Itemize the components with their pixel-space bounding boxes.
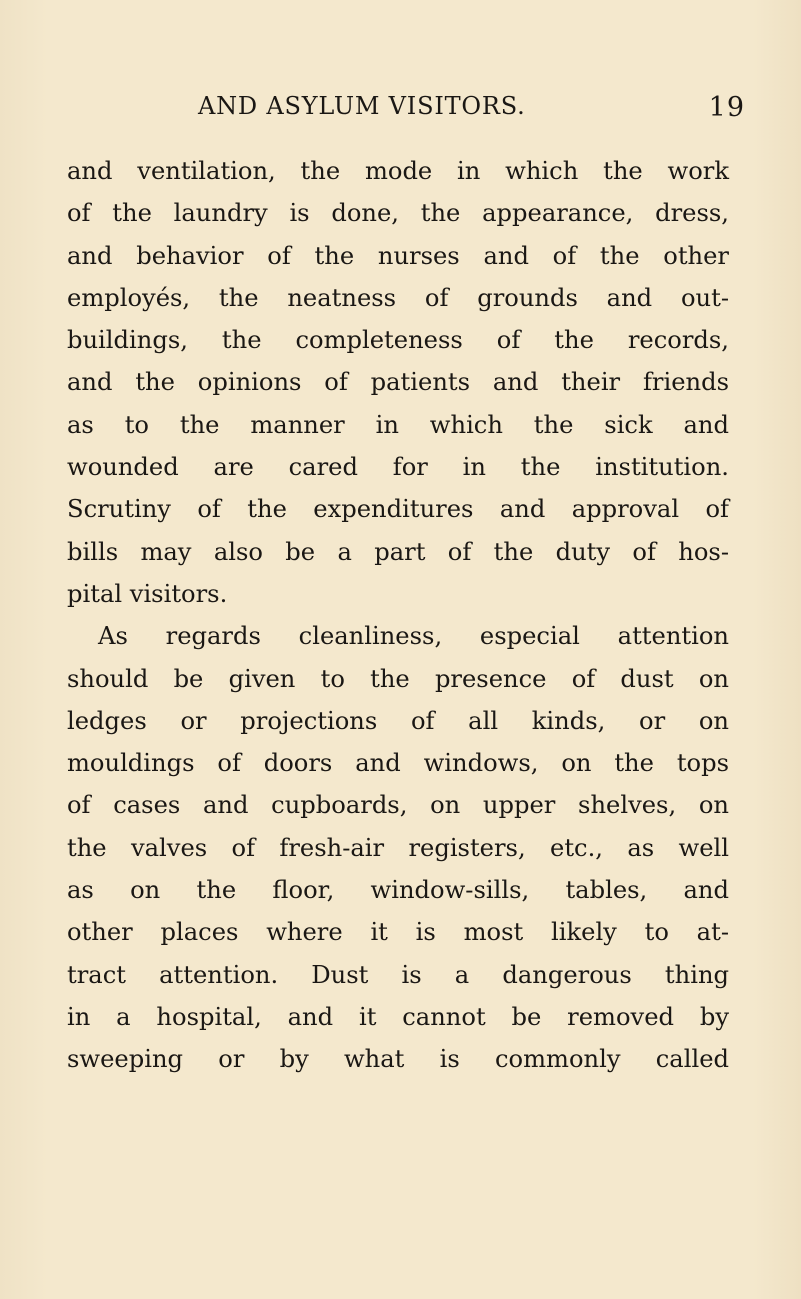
text-line: other places where it is most likely to at- xyxy=(67,918,729,947)
text-line: and behavior of the nurses and of the other xyxy=(67,241,729,270)
text-line: of cases and cupboards, on upper shelves, on xyxy=(67,791,729,820)
text-line: As regards cleanliness, especial attention xyxy=(98,622,729,651)
text-line: and ventilation, the mode in which the work xyxy=(67,157,729,185)
page-number: 19 xyxy=(708,92,745,123)
text-line: and the opinions of patients and their friends xyxy=(67,368,729,397)
text-line: mouldings of doors and windows, on the tops xyxy=(67,749,729,778)
text-line: as on the floor, window-sills, tables, and xyxy=(67,876,729,905)
text-line: as to the manner in which the sick and xyxy=(67,410,729,439)
body-text xyxy=(67,150,729,1081)
running-title: AND ASYLUM VISITORS. xyxy=(198,92,526,120)
text-line: ledges or projections of all kinds, or on xyxy=(67,706,729,735)
text-line: wounded are cared for in the institution. xyxy=(67,453,729,482)
running-head xyxy=(198,92,745,132)
text-line: tract attention. Dust is a dangerous thing xyxy=(67,960,729,989)
text-line: pital visitors. xyxy=(67,579,228,608)
text-line: buildings, the completeness of the records, xyxy=(67,326,729,355)
text-line: the valves of fresh-air registers, etc., as well xyxy=(67,833,729,862)
text-line: of the laundry is done, the appearance, dress, xyxy=(67,199,729,228)
text-line: should be given to the presence of dust on xyxy=(67,664,729,693)
text-line: bills may also be a part of the duty of hos- xyxy=(67,537,729,566)
text-line: in a hospital, and it cannot be removed by xyxy=(67,1002,729,1031)
text-line: Scrutiny of the expenditures and approval of xyxy=(67,495,729,524)
text-line: sweeping or by what is commonly called xyxy=(67,1045,729,1074)
text-line: employés, the neatness of grounds and out- xyxy=(67,283,729,312)
